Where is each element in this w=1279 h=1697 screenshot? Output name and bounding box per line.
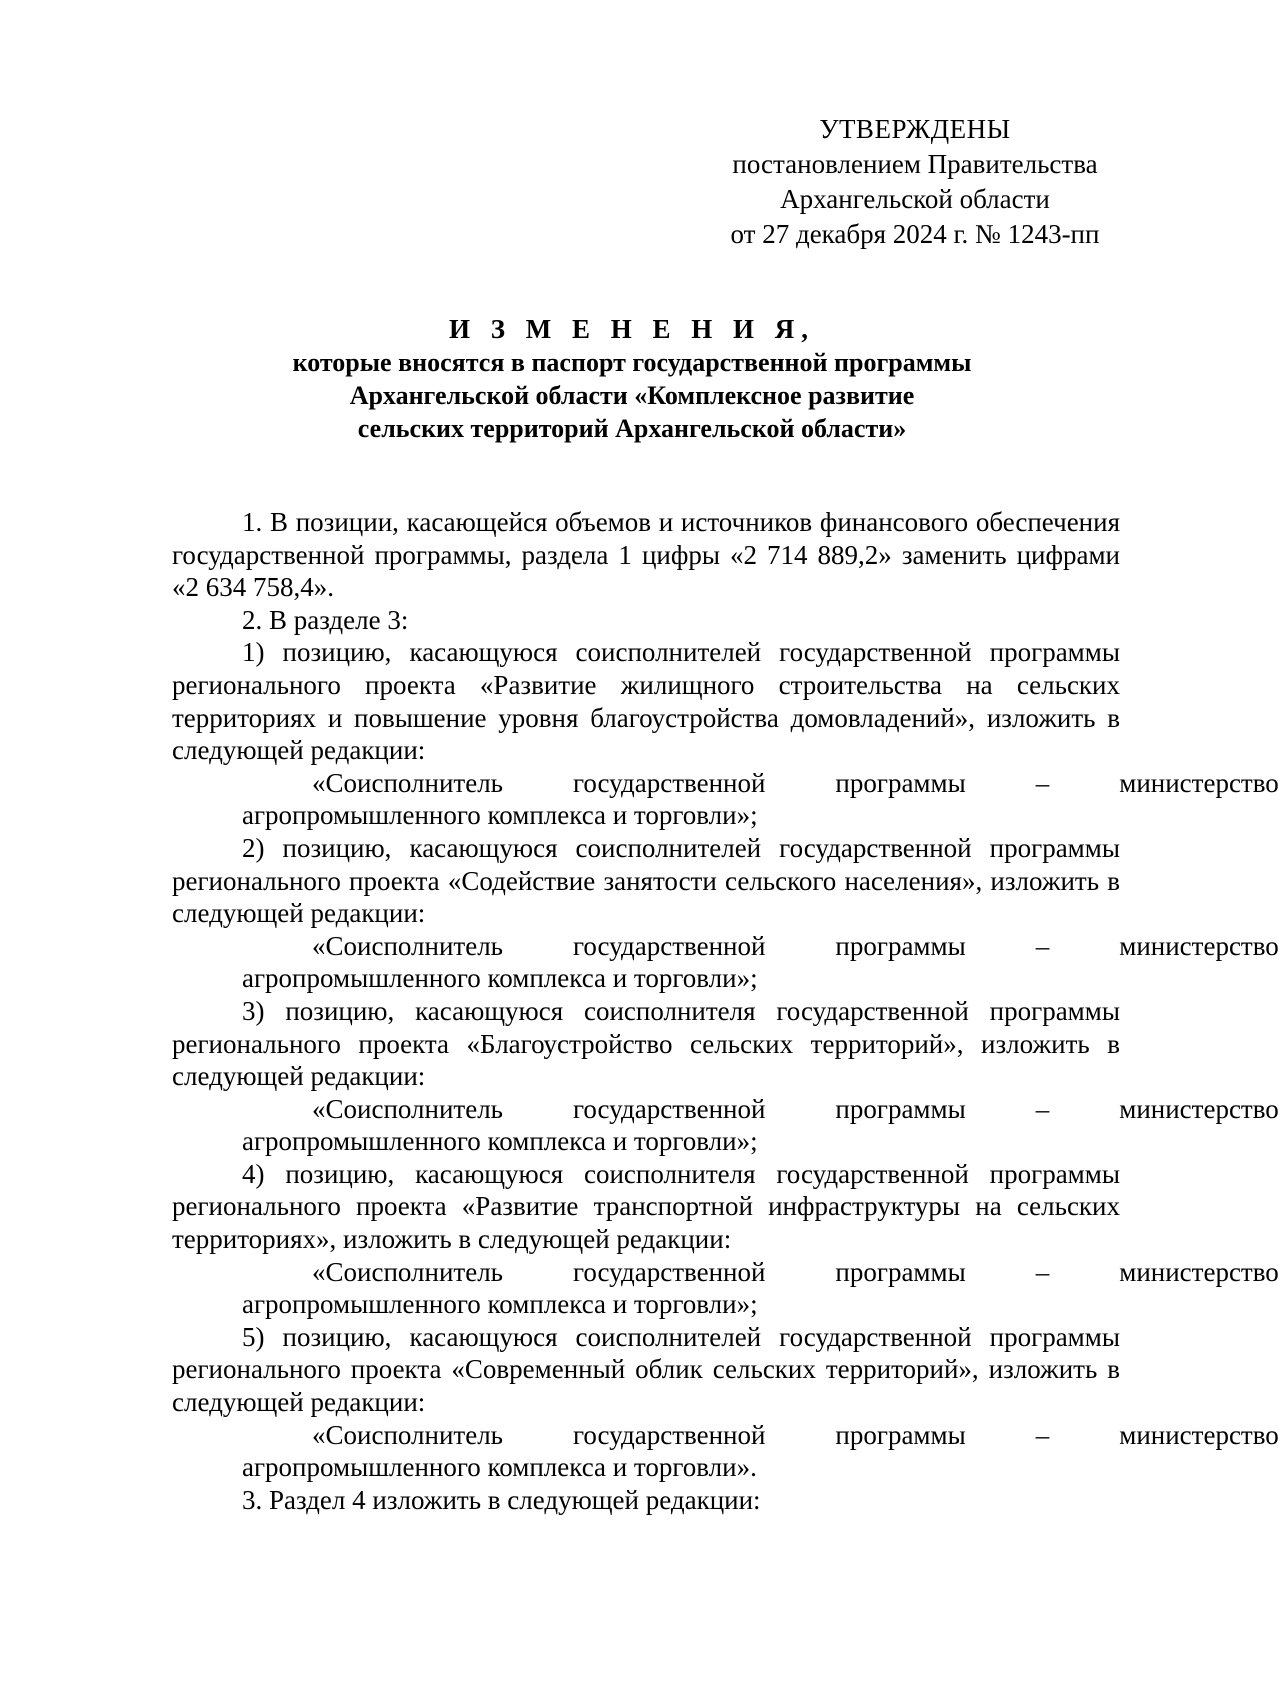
paragraph-2-3: 3) позицию, касающуюся соисполнителя государственной программы регионального проекта «Благоустройство сельских территорий», изложить в следующей редакции: [172, 995, 1120, 1092]
paragraph-3: 3. Раздел 4 изложить в следующей редакции: [242, 1484, 761, 1515]
quote-word: государственной [572, 1419, 766, 1450]
quote-word: министерство [1119, 1093, 1279, 1124]
quote-first-line [172, 1093, 1279, 1126]
quote-block-1 [172, 767, 1279, 832]
paragraph-2-5: 5) позицию, касающуюся соисполнителей государственной программы регионального проекта «Современный облик сельских территорий», изложить в следующей редакции: [172, 1321, 1120, 1418]
quote-word: – [1035, 1093, 1050, 1124]
quote-word: – [1035, 767, 1050, 798]
quote-word: государственной [572, 930, 766, 961]
heading-title: И З М Е Н Е Н И Я, [448, 314, 815, 344]
quote-rest: агропромышленного комплекса и торговли». [242, 1452, 757, 1483]
quote-first-line [172, 930, 1279, 963]
quote-word: – [1035, 1256, 1050, 1287]
quote-block-4 [172, 1256, 1279, 1321]
quote-word: программы [835, 1256, 966, 1287]
paragraph-2-4: 4) позицию, касающуюся соисполнителя государственной программы регионального проекта «Развитие транспортной инфраструктуры на сельских территориях», изложить в следующей редакции: [172, 1158, 1120, 1255]
quote-first-line [172, 767, 1279, 800]
quote-rest: агропромышленного комплекса и торговли»; [242, 1289, 758, 1320]
quote-rest: агропромышленного комплекса и торговли»; [242, 1126, 758, 1157]
quote-word: государственной [572, 1093, 766, 1124]
quote-first-line [172, 1256, 1279, 1289]
heading-subtitle-2: Архангельской области «Комплексное развитие [349, 381, 915, 410]
quote-block-5 [172, 1419, 1279, 1484]
approval-stamp-block [700, 112, 1130, 252]
quote-block-2 [172, 930, 1279, 995]
heading-subtitle-1: которые вносятся в паспорт государственной программы [292, 348, 972, 377]
quote-word: программы [835, 1093, 966, 1124]
quote-word: – [1035, 1419, 1050, 1450]
approval-line-2: Архангельской области [780, 184, 1050, 214]
quote-rest: агропромышленного комплекса и торговли»; [242, 963, 758, 994]
quote-word: программы [835, 767, 966, 798]
paragraph-1: 1. В позиции, касающейся объемов и источников финансового обеспечения государственной программы, раздела 1 цифры «2 714 889,2» заменить цифрами «2 634 758,4». [172, 507, 1120, 603]
paragraph-2-1: 1) позицию, касающуюся соисполнителей государственной программы регионального проекта «Развитие жилищного строительства на сельских территориях и повышение уровня благоустройства домовладений», изложить в следующей редакции: [172, 637, 1120, 766]
paragraph-2: 2. В разделе 3: [242, 604, 409, 635]
quote-word: – [1035, 930, 1050, 961]
quote-word: «Соисполнитель [312, 1093, 503, 1124]
quote-word: министерство [1119, 767, 1279, 798]
approval-line-3: от 27 декабря 2024 г. № 1243-пп [730, 219, 1100, 249]
heading-subtitle-3: сельских территорий Архангельской области» [357, 414, 907, 443]
paragraph-2-2: 2) позицию, касающуюся соисполнителей государственной программы регионального проекта «Содействие занятости сельского населения», изложить в следующей редакции: [172, 832, 1120, 929]
approval-line-1: постановлением Правительства [732, 149, 1098, 179]
quote-word: государственной [572, 1256, 766, 1287]
quote-word: «Соисполнитель [312, 1419, 503, 1450]
quote-word: «Соисполнитель [312, 930, 503, 961]
quote-word: министерство [1119, 930, 1279, 961]
quote-first-line [172, 1419, 1279, 1452]
quote-word: «Соисполнитель [312, 1256, 503, 1287]
document-body [172, 506, 1279, 1516]
quote-block-3 [172, 1093, 1279, 1158]
quote-word: программы [835, 930, 966, 961]
approval-stamp: УТВЕРЖДЕНЫ [819, 114, 1011, 144]
quote-word: государственной [572, 767, 766, 798]
quote-rest: агропромышленного комплекса и торговли»; [242, 800, 758, 831]
quote-word: министерство [1119, 1419, 1279, 1450]
quote-word: программы [835, 1419, 966, 1450]
quote-word: министерство [1119, 1256, 1279, 1287]
document-heading [172, 313, 1092, 445]
quote-word: «Соисполнитель [312, 767, 503, 798]
